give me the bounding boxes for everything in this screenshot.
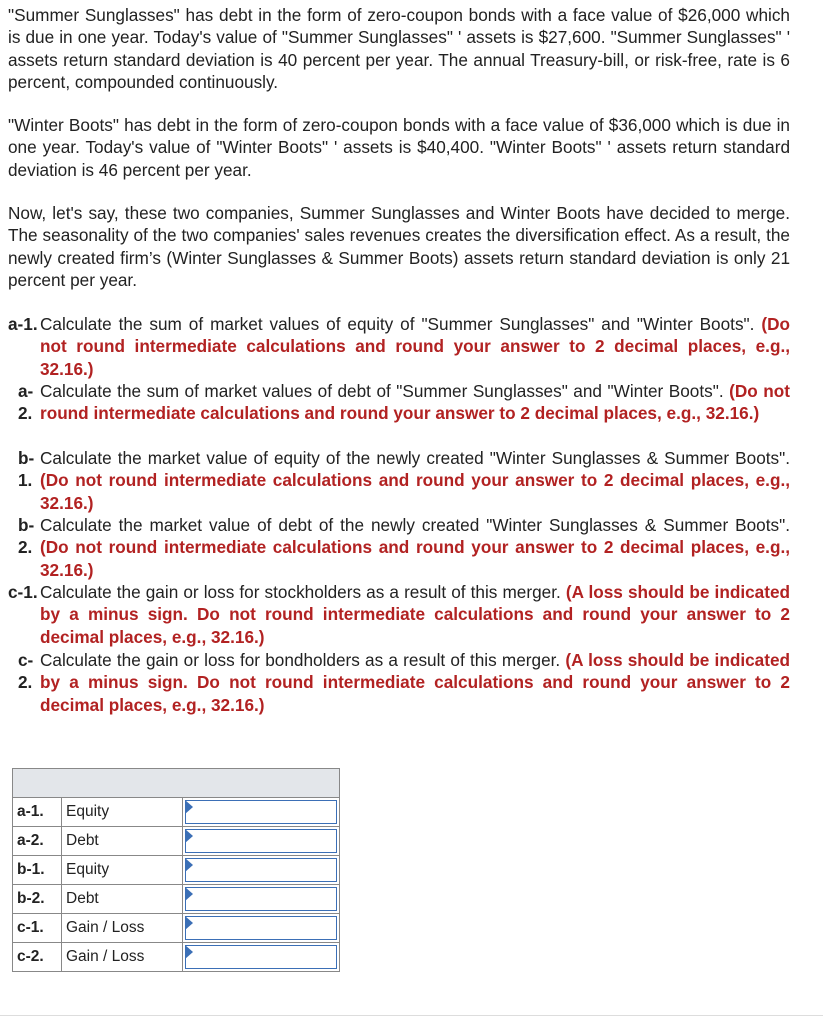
answer-table-header bbox=[13, 769, 340, 798]
intro-paragraph-2: "Winter Boots" has debt in the form of zero-coupon bonds with a face value of $36,000 which is due in one year. Today's value of "Winter Boots" ' assets is $40,400. "Winter Boots" ' assets return standard deviation is 46 percent per year. bbox=[8, 115, 790, 180]
table-row bbox=[13, 914, 340, 943]
question-id: b- bbox=[18, 448, 35, 468]
intro-paragraph-3: Now, let's say, these two companies, Summer Sunglasses and Winter Boots have decided to merge. The seasonality of the two companies' sales revenues creates the diversification effect. As a result, the newly created firm’s (Winter Sunglasses & Summer Boots) assets return standard deviation is only 21 percent per year. bbox=[8, 203, 790, 290]
divider bbox=[0, 1015, 823, 1016]
question-b1 bbox=[8, 447, 790, 514]
question-id-line2: 1. bbox=[18, 470, 33, 490]
question-note: (Do not round intermediate calculations and round your answer to 2 decimal places, e.g., 32.16.) bbox=[40, 470, 790, 513]
question-b2 bbox=[8, 514, 790, 581]
intro-paragraph-1: "Summer Sunglasses" has debt in the form of zero-coupon bonds with a face value of $26,000 which is due in one year. Today's value of "Summer Sunglasses" ' assets is $27,600. "Summer Sunglasses" ' assets return standard deviation is 40 percent per year. The annual Treasury-bill, or risk-free, rate is 6 percent, compounded continuously. bbox=[8, 5, 790, 92]
question-note: (A loss should be indicated by a minus sign. Do not round intermediate calculations and round your answer to 2 decimal places, e.g., 32.16.) bbox=[40, 582, 791, 647]
answer-input-field[interactable] bbox=[185, 916, 337, 940]
question-id: b- bbox=[18, 515, 35, 535]
row-id: a-2. bbox=[13, 827, 62, 856]
question-id: a- bbox=[18, 381, 34, 401]
question-text: Calculate the sum of market values of equity of "Summer Sunglasses" and "Winter Boots". bbox=[40, 314, 755, 334]
row-label: Debt bbox=[62, 827, 183, 856]
question-id-line2: 2. bbox=[18, 672, 33, 692]
answer-input-field[interactable] bbox=[185, 829, 337, 853]
question-c2 bbox=[8, 649, 790, 716]
question-id-line2: 2. bbox=[18, 403, 33, 423]
question-note: (A loss should be indicated by a minus sign. Do not round intermediate calculations and round your answer to 2 decimal places, e.g., 32.16.) bbox=[40, 650, 790, 715]
row-label: Gain / Loss bbox=[62, 943, 183, 972]
question-a1 bbox=[8, 313, 790, 380]
question-note: (Do not round intermediate calculations and round your answer to 2 decimal places, e.g., 32.16.) bbox=[40, 537, 790, 580]
question-a2 bbox=[8, 380, 790, 425]
row-id: c-2. bbox=[13, 943, 62, 972]
question-text: Calculate the market value of debt of the newly created "Winter Sunglasses & Summer Boots". bbox=[40, 515, 790, 535]
question-text: Calculate the market value of equity of the newly created "Winter Sunglasses & Summer Boots". bbox=[40, 448, 790, 468]
answer-input-field[interactable] bbox=[185, 800, 337, 824]
answer-input-c1[interactable] bbox=[183, 914, 340, 943]
table-row bbox=[13, 856, 340, 885]
question-text: Calculate the gain or loss for bondholders as a result of this merger. bbox=[40, 650, 561, 670]
answer-input-field[interactable] bbox=[185, 887, 337, 911]
question-id-line2: 2. bbox=[18, 537, 33, 557]
answer-input-a1[interactable] bbox=[183, 798, 340, 827]
answer-input-b1[interactable] bbox=[183, 856, 340, 885]
table-row bbox=[13, 798, 340, 827]
row-label: Debt bbox=[62, 885, 183, 914]
row-label: Equity bbox=[62, 798, 183, 827]
question-text: Calculate the sum of market values of debt of "Summer Sunglasses" and "Winter Boots". bbox=[40, 381, 724, 401]
answer-input-field[interactable] bbox=[185, 858, 337, 882]
question-c1 bbox=[8, 581, 790, 648]
row-id: a-1. bbox=[13, 798, 62, 827]
question-text: Calculate the gain or loss for stockholders as a result of this merger. bbox=[40, 582, 561, 602]
answer-input-field[interactable] bbox=[185, 945, 337, 969]
question-id: c- bbox=[18, 650, 34, 670]
row-id: c-1. bbox=[13, 914, 62, 943]
row-label: Equity bbox=[62, 856, 183, 885]
row-id: b-2. bbox=[13, 885, 62, 914]
table-row bbox=[13, 885, 340, 914]
answer-input-a2[interactable] bbox=[183, 827, 340, 856]
question-id: c-1. bbox=[8, 582, 38, 602]
answer-input-b2[interactable] bbox=[183, 885, 340, 914]
table-row bbox=[13, 943, 340, 972]
row-id: b-1. bbox=[13, 856, 62, 885]
answer-input-c2[interactable] bbox=[183, 943, 340, 972]
row-label: Gain / Loss bbox=[62, 914, 183, 943]
question-note: (Do not round intermediate calculations and round your answer to 2 decimal places, e.g., 32.16.) bbox=[40, 381, 790, 424]
answer-table bbox=[12, 768, 340, 972]
table-row bbox=[13, 827, 340, 856]
question-note: (Do not round intermediate calculations and round your answer to 2 decimal places, e.g., 32.16.) bbox=[40, 314, 790, 379]
question-id: a-1. bbox=[8, 314, 38, 334]
